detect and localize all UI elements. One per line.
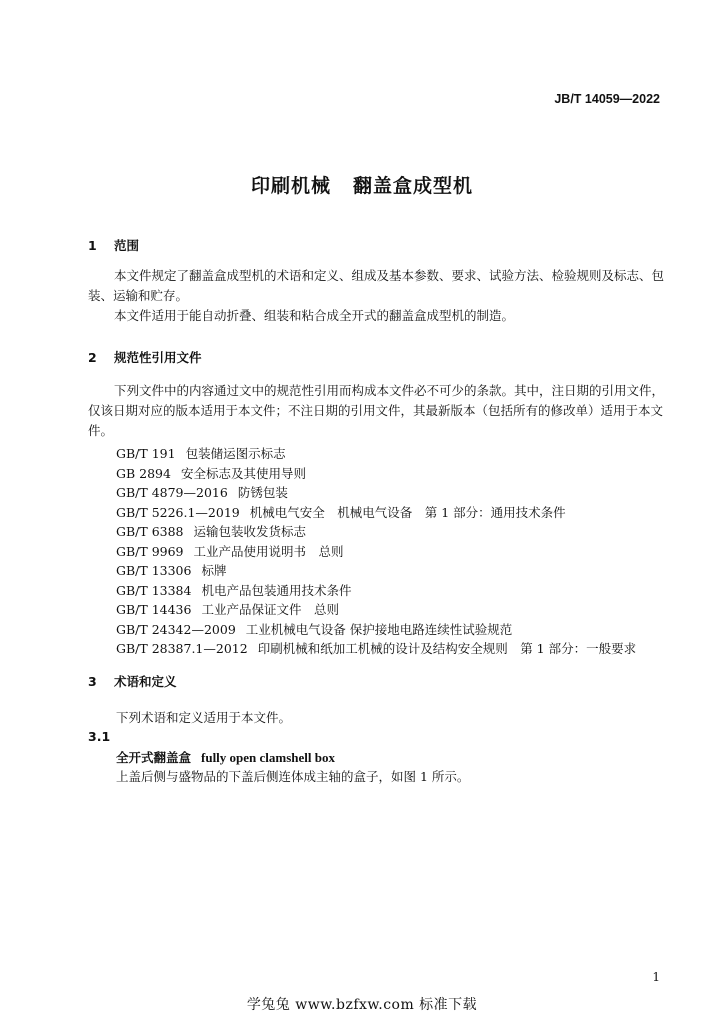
reference-item (116, 444, 636, 464)
page-number: 1 (652, 970, 660, 984)
reference-title: 印刷机械和纸加工机械的设计及结构安全规则 第 1 部分：一般要求 (257, 641, 637, 656)
section-title: 术语和定义 (114, 674, 177, 689)
reference-code: GB/T 4879—2016 (116, 485, 228, 500)
reference-item (116, 483, 636, 503)
reference-title: 安全标志及其使用导则 (180, 465, 306, 481)
reference-code: GB/T 24342—2009 (116, 621, 236, 637)
section-2-intro: 下列文件中的内容通过文中的规范性引用而构成本文件必不可少的条款。其中，注日期的引用文件，仅该日期对应的版本适用于本文件；不注日期的引用文件，其最新版本（包括所有的修改单）适用于本文件。 (88, 383, 665, 438)
reference-code: GB/T 9969 (116, 543, 184, 559)
reference-item (116, 522, 636, 542)
section-1-paragraph-2: 本文件适用于能自动折叠、组装和粘合成全开式的翻盖盒成型机的制造。 (114, 308, 515, 323)
section-2-heading (88, 348, 202, 366)
reference-title: 防锈包装 (237, 485, 288, 500)
reference-title: 标牌 (201, 563, 227, 578)
reference-code: GB/T 6388 (116, 524, 184, 539)
reference-title: 包装储运图示标志 (185, 446, 286, 461)
term-definition: 上盖后侧与盛物品的下盖后侧连体成主轴的盒子，如图 1 所示。 (116, 769, 470, 784)
title-part-2: 翻盖盒成型机 (353, 175, 474, 197)
reference-item (116, 581, 636, 601)
term-entry (116, 748, 335, 766)
reference-code: GB/T 14436 (116, 602, 192, 617)
reference-item (116, 503, 636, 523)
reference-code: GB/T 191 (116, 446, 176, 461)
term-chinese: 全开式翻盖盒 (116, 750, 192, 765)
reference-code: GB/T 13306 (116, 563, 192, 578)
standard-number: JB/T 14059—2022 (554, 92, 660, 106)
footer-watermark: 学兔兔 www.bzfxw.com 标准下载 (246, 997, 478, 1013)
section-3-intro: 下列术语和定义适用于本文件。 (116, 710, 292, 725)
reference-item (116, 561, 636, 581)
reference-title: 运输包装收发货标志 (193, 524, 307, 539)
reference-code: GB/T 13384 (116, 582, 192, 598)
section-number: 3 (88, 674, 97, 689)
reference-item (116, 620, 636, 640)
reference-title: 机械电气安全 机械电气设备 第 1 部分：通用技术条件 (249, 504, 566, 520)
section-1-paragraph-1: 本文件规定了翻盖盒成型机的术语和定义、组成及基本参数、要求、试验方法、检验规则及标志、包装、运输和贮存。 (88, 268, 665, 303)
term-english: fully open clamshell box (201, 750, 336, 765)
section-number: 1 (88, 238, 97, 253)
reference-item (116, 600, 636, 620)
reference-code: GB 2894 (116, 465, 171, 481)
section-title: 范围 (114, 238, 140, 253)
reference-title: 工业产品保证文件 总则 (201, 602, 339, 617)
normative-reference-list (116, 444, 636, 659)
section-title: 规范性引用文件 (114, 350, 202, 365)
term-number: 3.1 (88, 729, 111, 744)
reference-code: GB/T 5226.1—2019 (116, 504, 240, 520)
reference-title: 工业产品使用说明书 总则 (193, 543, 344, 559)
document-title (0, 171, 724, 198)
section-number: 2 (88, 350, 97, 365)
reference-item (116, 464, 636, 484)
reference-item (116, 542, 636, 562)
title-part-1: 印刷机械 (250, 175, 331, 197)
section-3-heading (88, 672, 177, 690)
reference-title: 机电产品包装通用技术条件 (201, 582, 352, 598)
reference-title: 工业机械电气设备 保护接地电路连续性试验规范 (245, 621, 513, 637)
reference-item (116, 639, 636, 659)
section-1-heading (88, 236, 139, 254)
reference-code: GB/T 28387.1—2012 (116, 641, 248, 656)
